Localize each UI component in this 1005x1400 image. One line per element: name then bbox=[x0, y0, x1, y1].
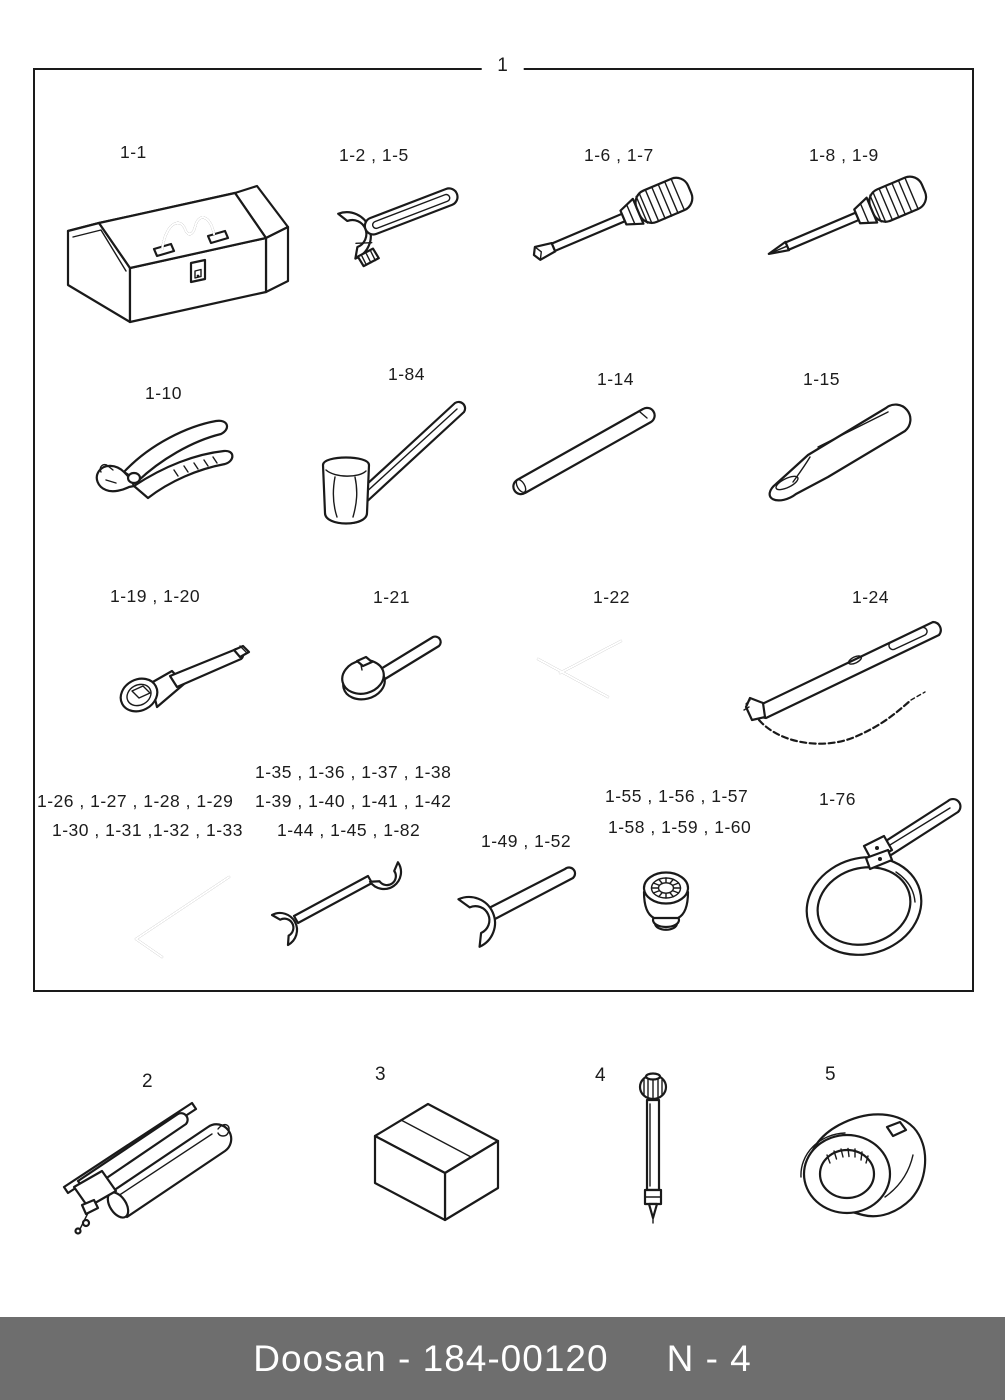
toolbox-illustration bbox=[58, 152, 303, 327]
part-label-screwdriver-phillips: 1-8 , 1-9 bbox=[809, 145, 879, 165]
parts-box-illustration bbox=[350, 1098, 507, 1225]
rod-illustration bbox=[503, 396, 665, 503]
part-label-ring-nut-tool: 5 bbox=[825, 1064, 837, 1085]
chain-wrench-illustration bbox=[743, 608, 965, 745]
part-label-toolbox: 1-1 bbox=[120, 142, 147, 162]
double-open-end-wrench-illustration bbox=[248, 850, 420, 947]
part-label-rod: 1-14 bbox=[597, 369, 635, 389]
hex-key-illustration bbox=[93, 860, 250, 962]
grease-gun-illustration bbox=[48, 1093, 250, 1235]
footer-bar bbox=[0, 1317, 1005, 1400]
part-label-screwdriver-flat: 1-6 , 1-7 bbox=[584, 145, 654, 165]
pliers-illustration bbox=[88, 410, 240, 512]
ring-nut-tool-illustration bbox=[783, 1103, 935, 1230]
part-label-grease-tube: 4 bbox=[595, 1065, 607, 1086]
oil-filter-strap-wrench-illustration bbox=[778, 788, 970, 965]
part-label-grease-gun: 2 bbox=[142, 1071, 154, 1092]
adjustable-wrench-illustration bbox=[310, 168, 475, 278]
part-label-open-end-wrenches-line2: 1-39 , 1-40 , 1-41 , 1-42 bbox=[255, 791, 452, 811]
part-label-sockets-line2: 1-58 , 1-59 , 1-60 bbox=[608, 817, 752, 837]
chisel-bar-illustration bbox=[748, 391, 920, 513]
part-label-hex-keys-line1: 1-26 , 1-27 , 1-28 , 1-29 bbox=[37, 791, 234, 811]
part-label-socket-extension: 1-19 , 1-20 bbox=[110, 586, 201, 606]
part-label-open-end-wrenches-line1: 1-35 , 1-36 , 1-37 , 1-38 bbox=[255, 762, 452, 782]
grease-tube-illustration bbox=[630, 1070, 676, 1232]
group-number-label: 1 bbox=[481, 55, 524, 77]
part-label-open-end-wrenches-line3: 1-44 , 1-45 , 1-82 bbox=[277, 820, 421, 840]
part-label-sockets-line1: 1-55 , 1-56 , 1-57 bbox=[605, 786, 749, 806]
hammer-illustration bbox=[293, 381, 485, 538]
part-label-parts-box: 3 bbox=[375, 1064, 387, 1085]
socket-extension-illustration bbox=[108, 638, 270, 725]
ratchet-handle-illustration bbox=[333, 622, 450, 714]
footer-page-number: N - 4 bbox=[666, 1337, 752, 1379]
t-handle-wrench-illustration bbox=[526, 626, 638, 718]
part-label-hammer: 1-84 bbox=[388, 364, 426, 384]
footer-doc-id: Doosan - 184-00120 bbox=[253, 1337, 609, 1379]
part-label-single-open-end-wrench: 1-49 , 1-52 bbox=[481, 831, 572, 851]
flat-screwdriver-illustration bbox=[523, 158, 700, 280]
part-label-t-handle-wrench: 1-22 bbox=[593, 587, 631, 607]
part-label-chain-pipe-wrench: 1-24 bbox=[852, 587, 890, 607]
part-label-ratchet-handle: 1-21 bbox=[373, 587, 411, 607]
spline-socket-illustration bbox=[635, 868, 697, 940]
part-label-pliers: 1-10 bbox=[145, 383, 183, 403]
part-label-hex-keys-line2: 1-30 , 1-31 ,1-32 , 1-33 bbox=[52, 820, 243, 840]
phillips-screwdriver-illustration bbox=[757, 158, 927, 280]
part-label-adjustable-wrench: 1-2 , 1-5 bbox=[339, 145, 409, 165]
single-open-end-wrench-illustration bbox=[433, 853, 585, 955]
part-label-filter-wrench: 1-76 bbox=[819, 789, 857, 809]
part-label-chisel-bar: 1-15 bbox=[803, 369, 841, 389]
